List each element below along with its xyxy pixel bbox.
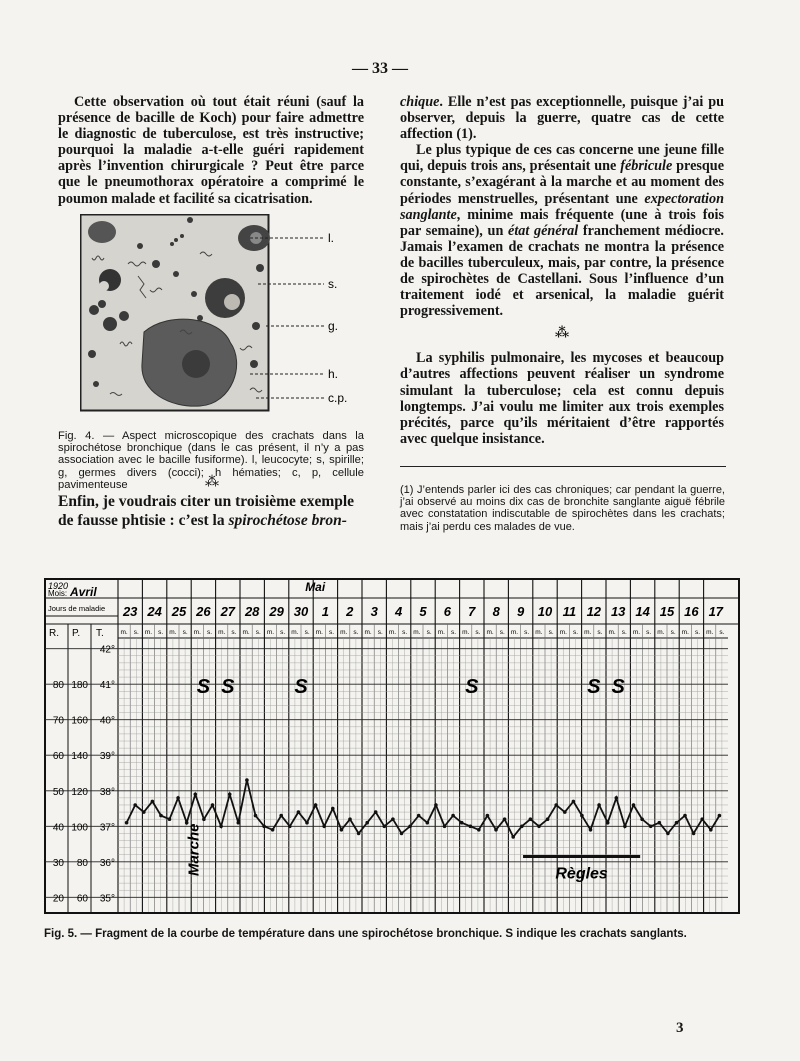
ms-label-s: s. xyxy=(719,629,725,636)
month-april-label: Avril xyxy=(70,585,97,599)
day-label: 28 xyxy=(244,604,260,619)
ms-label-s: s. xyxy=(670,629,676,636)
temperature-point xyxy=(589,828,593,832)
tick-label-pulse: 100 xyxy=(71,822,88,834)
ms-label-m: m. xyxy=(706,629,714,636)
ms-label-m: m. xyxy=(340,629,348,636)
label-h: h. xyxy=(328,367,339,381)
temperature-point xyxy=(554,803,558,807)
temperature-point xyxy=(529,817,533,821)
ms-label-m: m. xyxy=(364,629,372,636)
temperature-point xyxy=(262,825,266,829)
day-label: 13 xyxy=(610,604,626,619)
tick-label-pulse: 160 xyxy=(71,715,88,727)
label-cp: c.p. xyxy=(328,391,348,405)
temperature-point xyxy=(374,810,378,814)
corner-page-number: 3 xyxy=(676,1020,684,1036)
ms-label-s: s. xyxy=(426,629,432,636)
temperature-point xyxy=(520,825,524,829)
tick-label-resp: 80 xyxy=(52,680,64,692)
temperature-point xyxy=(400,832,404,836)
ms-label-m: m. xyxy=(413,629,421,636)
temperature-point xyxy=(176,796,180,800)
tick-label-temp: 40° xyxy=(99,715,115,727)
temperature-point xyxy=(417,814,421,818)
day-label: 5 xyxy=(419,604,427,619)
ms-label-s: s. xyxy=(450,629,457,636)
ms-label-s: s. xyxy=(621,629,627,636)
ms-label-m: m. xyxy=(315,629,323,636)
ms-label-s: s. xyxy=(353,629,359,636)
regles-annotation: Règles xyxy=(555,865,608,883)
p2-f: état général xyxy=(508,222,579,239)
ms-label-s: s. xyxy=(597,629,603,636)
ms-label-m: m. xyxy=(535,629,543,636)
temperature-point xyxy=(254,814,258,818)
day-label: 1 xyxy=(321,604,330,619)
p2-c: presque constante, s’exagérant à la marche et au moment des périodes menstruelles, présentant une xyxy=(400,158,724,207)
temperature-point xyxy=(194,793,198,797)
temperature-point xyxy=(142,810,146,814)
day-label: 24 xyxy=(147,604,162,619)
right-paragraph-2 xyxy=(400,142,724,319)
tick-label-pulse: 80 xyxy=(76,857,88,869)
temperature-point xyxy=(331,807,335,811)
ms-label-s: s. xyxy=(280,629,286,636)
ms-label-m: m. xyxy=(388,629,397,636)
temperature-point xyxy=(357,832,361,836)
day-label: 8 xyxy=(492,604,500,619)
ms-label-m: m. xyxy=(681,629,689,636)
temperature-point xyxy=(503,817,507,821)
temperature-point xyxy=(348,817,352,821)
pavement-cell-nucleus xyxy=(182,350,210,378)
chique-emphasis: chique xyxy=(400,94,440,110)
p2-g: franchement médiocre. Jamais l’examen de crachats ne montra la présence de bacilles tuberculeux, mais, par contre, la présence de spirochètes de Castellani. Sous l’influence d’un traitement iodé et arsenical, la maladie guérit progressivement. xyxy=(400,222,724,320)
temperature-point xyxy=(615,796,619,800)
ms-label-m: m. xyxy=(266,629,275,636)
ms-label-m: m. xyxy=(169,629,177,636)
ms-label-s: s. xyxy=(499,629,505,636)
ms-label-s: s. xyxy=(524,629,530,636)
p2-d: expectoration sanglante xyxy=(400,190,724,223)
ms-label-s: s. xyxy=(206,629,213,636)
temperature-point xyxy=(494,828,498,832)
column-r-label: R. xyxy=(49,628,59,639)
day-label: 4 xyxy=(394,604,403,619)
temperature-point xyxy=(271,828,275,832)
label-s: s. xyxy=(328,277,338,291)
tick-label-temp: 36° xyxy=(99,857,115,869)
temperature-point xyxy=(469,825,473,829)
tick-label-pulse: 140 xyxy=(71,751,88,763)
temperature-point xyxy=(546,817,550,821)
temperature-point xyxy=(434,803,438,807)
temperature-point xyxy=(237,821,241,825)
ms-label-s: s. xyxy=(377,629,383,636)
day-label: 7 xyxy=(468,604,476,619)
right-p1-text: . Elle n’est pas exceptionnelle, puisque j’ai pu observer, depuis la guerre, quatre cas de cette affection (1). xyxy=(400,94,724,143)
temperature-point xyxy=(718,814,722,818)
temperature-point xyxy=(228,793,232,797)
day-label: 26 xyxy=(196,604,211,619)
p2-e: , minime mais fréquente (une à trois fois par semaine), un xyxy=(400,206,724,239)
temperature-point xyxy=(426,821,430,825)
temperature-point xyxy=(443,825,447,829)
ms-label-m: m. xyxy=(462,629,470,636)
temperature-point xyxy=(297,810,301,814)
ms-label-m: m. xyxy=(193,629,201,636)
page-number: — 33 — xyxy=(352,60,408,77)
temperature-point xyxy=(245,778,249,782)
temperature-point xyxy=(477,828,481,832)
label-g: g. xyxy=(328,319,339,333)
ms-label-m: m. xyxy=(437,629,445,636)
temperature-point xyxy=(666,832,670,836)
temperature-point xyxy=(597,803,601,807)
temperature-point xyxy=(511,835,515,839)
day-label: 16 xyxy=(684,604,699,619)
ms-label-m: m. xyxy=(486,629,494,636)
s-annotation: S xyxy=(221,676,235,699)
figure5-caption: Fig. 5. — Fragment de la courbe de température dans une spirochétose bronchique. S indique les crachats sanglants. xyxy=(44,928,687,940)
ms-label-m: m. xyxy=(120,629,128,636)
left-column xyxy=(58,94,364,207)
ms-label-s: s. xyxy=(158,629,164,636)
section-separator-left: ⁂ xyxy=(205,475,219,490)
temperature-point xyxy=(640,817,644,821)
figure4-micrograph xyxy=(80,214,370,416)
temperature-point xyxy=(537,825,541,829)
day-label: 9 xyxy=(516,604,525,619)
temperature-point xyxy=(460,821,464,825)
day-label: 29 xyxy=(269,604,284,619)
temperature-point xyxy=(700,817,704,821)
temperature-point xyxy=(383,825,387,829)
s-annotation: S xyxy=(196,676,211,699)
ms-label-s: s. xyxy=(475,629,481,636)
day-label: 17 xyxy=(708,604,724,619)
day-label: 30 xyxy=(293,604,309,619)
tick-label-resp: 20 xyxy=(52,893,64,905)
s-annotation: S xyxy=(587,676,601,699)
tick-label-resp: 70 xyxy=(52,715,64,727)
s-annotation: S xyxy=(611,676,625,699)
ms-label-m: m. xyxy=(584,629,592,636)
ms-label-m: m. xyxy=(632,629,641,636)
day-label: 14 xyxy=(635,604,650,619)
ms-label-s: s. xyxy=(328,629,335,636)
temperature-point xyxy=(486,814,490,818)
right-paragraph-3: La syphilis pulmonaire, les mycoses et beaucoup d’autres affections peuvent réaliser un syndrome simulant la tuberculose; cela est connu depuis longtemps. J’ai voulu me limiter aux trois exemples précités, parce qu’ils méritaient d’être rapportés avec quelque insistance. xyxy=(400,350,724,447)
temperature-point xyxy=(125,821,129,825)
ms-label-s: s. xyxy=(646,629,652,636)
temperature-point xyxy=(683,814,687,818)
tick-label-temp: 35° xyxy=(99,893,115,905)
temperature-point xyxy=(168,817,172,821)
p2-b: fébricule xyxy=(620,158,673,175)
temperature-point xyxy=(692,832,696,836)
label-l: l. xyxy=(328,231,334,245)
ms-label-m: m. xyxy=(291,629,299,636)
temperature-point xyxy=(288,825,292,829)
temperature-point xyxy=(219,825,223,829)
tick-label-resp: 50 xyxy=(52,786,64,798)
temperature-point xyxy=(202,817,206,821)
temperature-point xyxy=(340,828,344,832)
temperature-point xyxy=(451,814,455,818)
temperature-point xyxy=(279,814,283,818)
temperature-point xyxy=(675,821,679,825)
temperature-chart xyxy=(44,578,740,914)
section-separator-right: ⁂ xyxy=(554,326,570,342)
tick-label-temp: 42° xyxy=(99,644,115,656)
footnote: (1) J’entends parler ici des cas chroniques; car pendant la guerre, j’ai observé au moins dix cas de bronchite sanglante aiguë fébrile avec constatation indiscutable de spirochètes dans les crachats; mais j’ai perdu ces malades de vue. xyxy=(400,484,725,533)
tick-label-pulse: 120 xyxy=(71,786,88,798)
ms-label-m: m. xyxy=(657,629,665,636)
tick-label-temp: 39° xyxy=(99,751,115,763)
ms-label-s: s. xyxy=(548,629,554,636)
day-label: 27 xyxy=(220,604,236,619)
p2-a: Le plus typique de ces cas concerne une jeune fille qui, depuis trois ans, présentait une xyxy=(400,142,724,175)
day-label: 10 xyxy=(537,604,553,619)
right-column xyxy=(400,94,724,447)
s-annotation: S xyxy=(294,676,308,699)
month-may-label: Mai xyxy=(305,580,326,594)
column-t-label: T. xyxy=(96,628,104,639)
ms-label-m: m. xyxy=(242,629,250,636)
ms-label-m: m. xyxy=(218,629,226,636)
ms-label-s: s. xyxy=(255,629,261,636)
tick-label-resp: 30 xyxy=(52,857,64,869)
temperature-point xyxy=(133,803,137,807)
tick-label-pulse: 60 xyxy=(76,893,88,905)
temperature-point xyxy=(365,821,369,825)
column-p-label: P. xyxy=(72,628,81,639)
ms-label-s: s. xyxy=(133,629,139,636)
ms-label-s: s. xyxy=(304,629,310,636)
temperature-point xyxy=(623,825,627,829)
temperature-point xyxy=(580,814,584,818)
temperature-point xyxy=(709,828,713,832)
ms-label-s: s. xyxy=(694,629,701,636)
temperature-point xyxy=(305,821,309,825)
right-paragraph-1 xyxy=(400,94,724,142)
jours-label: Jours de maladie xyxy=(48,604,106,613)
tick-label-resp: 40 xyxy=(52,822,64,834)
mois-label: Mois: xyxy=(48,589,68,598)
s-annotation: S xyxy=(465,676,479,699)
day-label: 3 xyxy=(370,604,378,619)
tick-label-resp: 60 xyxy=(52,751,64,763)
ms-label-m: m. xyxy=(559,629,567,636)
day-label: 25 xyxy=(171,604,187,619)
temperature-point xyxy=(572,800,576,804)
marche-annotation: Marche xyxy=(185,823,203,877)
day-label: 23 xyxy=(122,604,138,619)
day-label: 15 xyxy=(659,604,675,619)
year-label: 1920 xyxy=(48,581,69,591)
temperature-point xyxy=(632,803,636,807)
day-label: 6 xyxy=(443,604,452,619)
temperature-point xyxy=(151,800,155,804)
temperature-point xyxy=(391,817,395,821)
left-paragraph: Cette observation où tout était réuni (sauf la présence de bacille de Koch) pour faire admettre le diagnostic de tuberculose, est très instructive; pourquoi la maladie a-t-elle guéri rapidement après l’invention chirurgicale ? Peut être parce que le pneumothorax opératoire a comprimé le poumon malade et facilité sa cicatrisation. xyxy=(58,94,364,207)
ms-label-m: m. xyxy=(608,629,616,636)
tick-label-temp: 38° xyxy=(99,786,115,798)
tick-label-temp: 41° xyxy=(99,680,115,692)
temperature-point xyxy=(322,825,326,829)
temperature-point xyxy=(563,810,567,814)
day-label: 11 xyxy=(562,604,577,619)
enfin-text: Enfin, je voudrais citer un troisième exemple de fausse phtisie : c’est la xyxy=(58,493,355,529)
ms-label-m: m. xyxy=(510,629,519,636)
enfin-paragraph xyxy=(58,492,364,530)
footnote-rule xyxy=(400,466,726,467)
ms-label-s: s. xyxy=(182,629,188,636)
ms-label-s: s. xyxy=(402,629,408,636)
day-label: 12 xyxy=(586,604,602,619)
enfin-emphasis: spirochétose bron- xyxy=(228,512,347,529)
tick-label-temp: 37° xyxy=(99,822,115,834)
figure4-caption: Fig. 4. — Aspect microscopique des crachats dans la spirochétose bronchique (dans le cas présent, il n’y a pas association avec le bacille fusiforme). l, leucocyte; s, spirille; g, germes divers (cocci); h hématies; c, p, cellule pavimenteuse xyxy=(58,430,364,491)
temperature-point xyxy=(159,814,163,818)
temperature-point xyxy=(211,803,215,807)
temperature-point xyxy=(649,825,653,829)
temperature-point xyxy=(314,803,318,807)
temperature-point xyxy=(658,821,662,825)
temperature-point xyxy=(408,825,412,829)
ms-label-s: s. xyxy=(572,629,579,636)
day-label: 2 xyxy=(346,604,354,619)
ms-label-m: m. xyxy=(144,629,153,636)
ms-label-s: s. xyxy=(231,629,237,636)
temperature-point xyxy=(606,821,610,825)
tick-label-pulse: 180 xyxy=(71,680,88,692)
